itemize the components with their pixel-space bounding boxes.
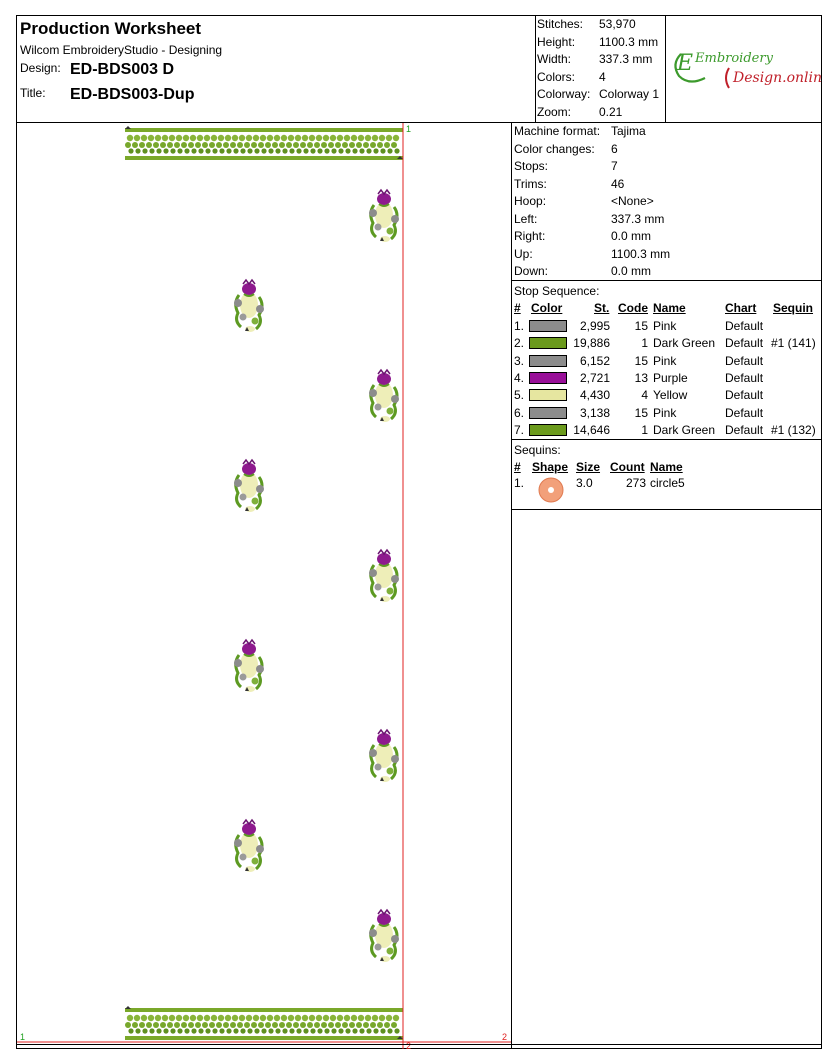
- title-label: Title:: [20, 86, 46, 100]
- brand-logo: [667, 16, 822, 122]
- seq-header-size: Size: [576, 460, 601, 474]
- col-header-num: #: [514, 301, 521, 315]
- color-swatch: [529, 337, 567, 349]
- stat-height: Height: 1100.3 mm: [537, 34, 659, 49]
- thistle-motif: [369, 730, 399, 782]
- stop-row-stitches: 2,721: [579, 370, 610, 385]
- stat-zoom: Zoom: 0.21: [537, 104, 623, 119]
- marker-start-bottom: 1: [20, 1032, 26, 1042]
- thistle-motif: [369, 910, 399, 962]
- logo-text-2: Design.online: [733, 70, 822, 86]
- stop-row-stitches: 4,430: [579, 388, 610, 403]
- top-border-band: [125, 126, 403, 162]
- stop-row-chart: Default: [725, 422, 764, 437]
- design-stats: [536, 16, 666, 122]
- color-swatch: [529, 389, 567, 401]
- stop-row-chart: Default: [725, 319, 764, 333]
- color-swatch: [529, 355, 567, 367]
- thistle-motif: [369, 370, 399, 422]
- stop-row-sequin: #1 (132): [771, 422, 816, 437]
- stop-row-num: 5.: [514, 388, 525, 403]
- stop-row-code: 15: [634, 353, 648, 368]
- sequin-count: 273: [625, 476, 646, 490]
- col-header-chart: Chart: [725, 301, 757, 315]
- stop-row-stitches: 6,152: [579, 353, 610, 368]
- stop-row-code: 1: [641, 422, 648, 437]
- col-header-sequin: Sequin: [773, 301, 814, 315]
- thistle-motif: [234, 640, 264, 692]
- thistle-motif: [234, 820, 264, 872]
- stop-row-name: Pink: [653, 319, 677, 333]
- circle-sequin-icon: [538, 477, 564, 503]
- stop-row-code: 4: [641, 388, 648, 403]
- left-row: Left: 337.3 mm: [514, 211, 665, 226]
- stat-width: Width: 337.3 mm: [537, 52, 653, 66]
- stop-row-stitches: 3,138: [579, 405, 610, 420]
- title-value: ED-BDS003-Dup: [70, 86, 195, 103]
- info-panel: [512, 122, 822, 490]
- machine-format-row: Machine format: Tajima: [514, 124, 646, 138]
- divider: [512, 439, 822, 440]
- stop-row-stitches: 14,646: [573, 422, 610, 437]
- color-swatch: [529, 372, 567, 384]
- stop-row-name: Purple: [653, 370, 688, 385]
- col-header-color: Color: [531, 301, 563, 315]
- stop-row-num: 4.: [514, 370, 525, 385]
- color-swatch: [529, 424, 567, 436]
- color-swatch: [529, 320, 567, 332]
- stop-row-stitches: 2,995: [579, 319, 610, 333]
- right-row: Right: 0.0 mm: [514, 229, 652, 243]
- stop-row-stitches: 19,886: [573, 336, 610, 351]
- application-name: Wilcom EmbroideryStudio - Designing: [20, 43, 223, 57]
- bottom-border-band: [125, 1006, 403, 1042]
- thistle-motif: [369, 190, 399, 242]
- seq-header-shape: Shape: [532, 460, 569, 474]
- design-value: ED-BDS003 D: [70, 61, 175, 78]
- stop-row-num: 3.: [514, 353, 525, 368]
- divider: [512, 280, 822, 281]
- thistle-motif: [234, 280, 264, 332]
- hoop-row: Hoop: <None>: [514, 194, 654, 208]
- sequin-name: circle5: [650, 476, 685, 490]
- stop-row-num: 7.: [514, 422, 525, 437]
- stop-row-sequin: #1 (141): [771, 336, 816, 351]
- footer-line: [17, 1044, 821, 1045]
- thistle-motif: [234, 460, 264, 512]
- seq-header-count: Count: [610, 460, 645, 474]
- logo-text-1: Embroidery: [695, 51, 773, 66]
- marker-end-right: 2: [502, 1032, 508, 1042]
- production-worksheet: [16, 15, 822, 1049]
- seq-header-name: Name: [650, 460, 683, 474]
- design-label: Design:: [20, 61, 61, 75]
- stop-row-name: Pink: [653, 353, 677, 368]
- stop-row-code: 1: [641, 336, 648, 351]
- stop-row-name: Dark Green: [653, 422, 716, 437]
- worksheet-title: Production Worksheet: [20, 19, 202, 38]
- embroidery-preview: [17, 123, 511, 1049]
- stop-row-chart: Default: [725, 336, 764, 351]
- thistle-motif: [369, 550, 399, 602]
- design-preview: [17, 122, 512, 1049]
- stop-row-chart: Default: [725, 388, 764, 403]
- stop-row-name: Pink: [653, 405, 677, 420]
- color-swatch: [529, 407, 567, 419]
- logo-letter-e: E: [677, 51, 694, 76]
- stop-row-chart: Default: [725, 353, 764, 368]
- stat-colorway: Colorway: Colorway 1: [537, 87, 660, 101]
- marker-start-top: 1: [406, 124, 412, 134]
- header-info: [17, 16, 536, 122]
- down-row: Down: 0.0 mm: [514, 264, 652, 278]
- up-row: Up: 1100.3 mm: [514, 246, 671, 261]
- stop-row-num: 1.: [514, 319, 525, 333]
- col-header-st: St.: [594, 301, 610, 315]
- sequins-title: Sequins:: [514, 443, 561, 457]
- col-header-code: Code: [618, 301, 648, 315]
- divider: [512, 509, 822, 510]
- stops-row: Stops: 7: [514, 159, 618, 173]
- stop-sequence-title: Stop Sequence:: [514, 284, 600, 298]
- stop-row-chart: Default: [725, 370, 764, 385]
- stop-row-num: 6.: [514, 405, 525, 420]
- color-changes-row: Color changes: 6: [514, 141, 618, 156]
- stop-row-num: 2.: [514, 336, 525, 351]
- sequin-size: 3.0: [576, 476, 593, 490]
- stop-row-name: Dark Green: [653, 336, 716, 351]
- stop-row-code: 15: [634, 319, 648, 333]
- marker-end-mid: 2: [406, 1041, 412, 1049]
- sequin-num: 1.: [514, 476, 525, 490]
- seq-header-num: #: [514, 460, 521, 474]
- stop-row-chart: Default: [725, 405, 764, 420]
- col-header-name: Name: [653, 301, 686, 315]
- stat-stitches: Stitches: 53,970: [537, 17, 636, 31]
- trims-row: Trims: 46: [514, 176, 625, 191]
- stop-row-code: 15: [634, 405, 648, 420]
- stop-row-name: Yellow: [653, 388, 688, 403]
- stop-row-code: 13: [634, 370, 648, 385]
- stat-colors: Colors: 4: [537, 69, 606, 84]
